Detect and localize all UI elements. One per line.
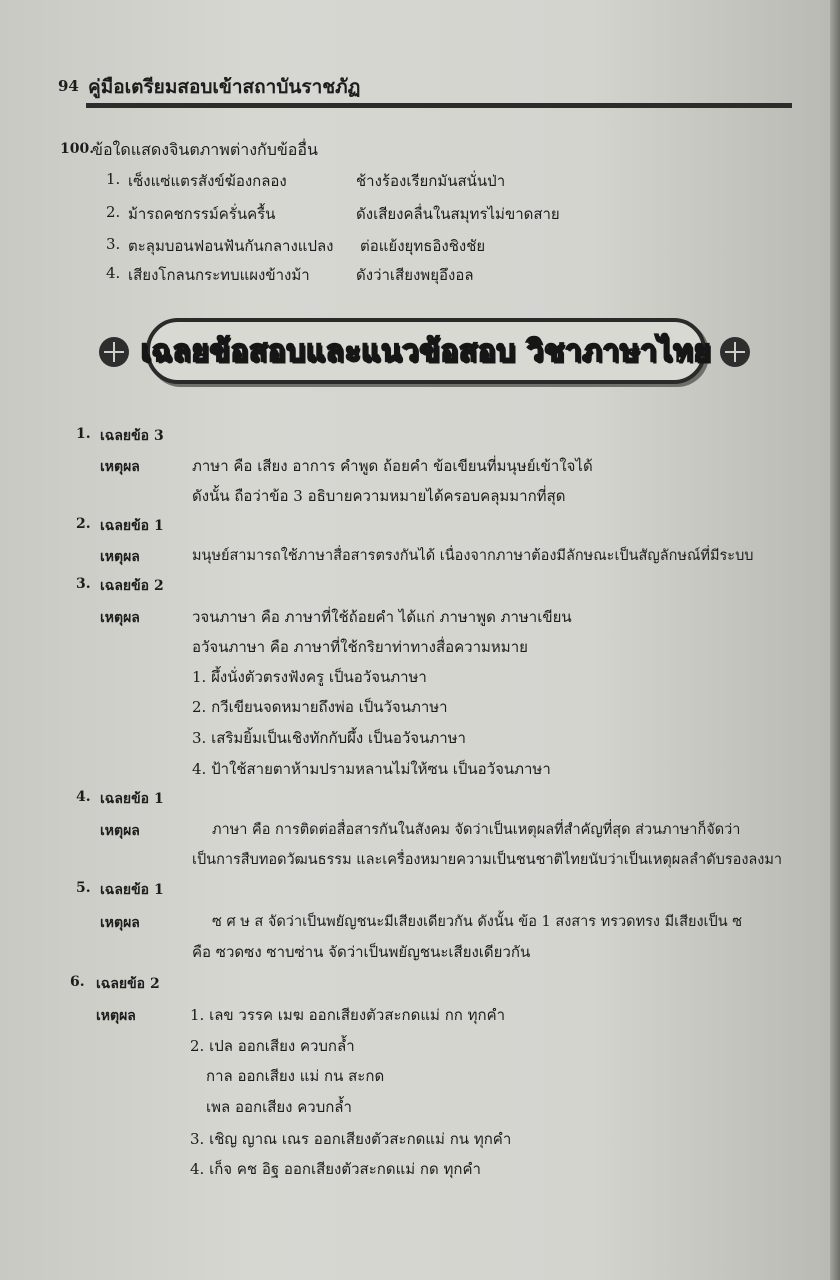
option-label: 3. [106,235,121,253]
answer-number: 4. [76,789,91,805]
answer-number: 5. [76,880,91,896]
answer-number: 6. [70,974,85,990]
header-rule [86,103,792,108]
answer-line: 2. เปล ออกเสียง ควบกล้ำ [190,1037,355,1055]
answer-number: 2. [76,516,91,532]
answer-heading: เฉลยข้อ 1 [100,791,164,807]
banner-title: เฉลยข้อสอบและแนวข้อสอบ วิชาภาษาไทย [140,333,712,369]
question-text: ข้อใดแสดงจินตภาพต่างกับข้ออื่น [92,140,318,159]
page-number: 94 [58,77,79,95]
answer-heading: เฉลยข้อ 1 [100,518,164,534]
answer-number: 3. [76,576,91,592]
answer-line: ภาษา คือ การติดต่อสื่อสารกันในสังคม จัดว่าเป็นเหตุผลที่สำคัญที่สุด ส่วนภาษาก็จัดว่า [212,822,741,838]
answer-heading: เฉลยข้อ 1 [100,882,164,898]
option-left-text: เซ็งแซ่แตรสังข์ฆ้องกลอง [128,172,287,190]
answer-line: เป็นการสืบทอดวัฒนธรรม และเครื่องหมายความเป็นชนชาติไทยนับว่าเป็นเหตุผลลำดับรองลงมา [192,852,783,868]
option-left-text: ม้ารถคชกรรม์ครั่นครื้น [128,205,276,223]
option-left-text: ตะลุมบอนฟอนฟันกันกลางแปลง [128,237,334,255]
answer-heading: เฉลยข้อ 2 [96,976,160,992]
reason-label: เหตุผล [100,459,140,475]
answer-line: ภาษา คือ เสียง อาการ คำพูด ถ้อยคำ ข้อเขียนที่มนุษย์เข้าใจได้ [192,457,593,475]
answer-line: 3. เสริมยิ้มเป็นเชิงทักกับผึ้ง เป็นอวัจนภาษา [192,729,466,747]
option-right-text: ช้างร้องเรียกมันสนั่นป่า [356,172,506,190]
question-number: 100. [60,141,95,157]
answer-line: 1. ผึ้งนั่งตัวตรงฟังครู เป็นอวัจนภาษา [192,668,427,686]
answer-section-banner [140,318,712,384]
reason-label: เหตุผล [100,549,140,565]
reason-label: เหตุผล [100,610,140,626]
answer-number: 1. [76,426,91,442]
option-right-text: ดังเสียงคลื่นในสมุทรไม่ขาดสาย [356,205,560,223]
answer-line: 4. เก็จ คช อิฐ ออกเสียงตัวสะกดแม่ กด ทุกคำ [190,1160,481,1178]
reason-label: เหตุผล [100,915,140,931]
crosshair-ornament-icon [99,337,129,367]
answer-line: 1. เลข วรรค เมฆ ออกเสียงตัวสะกดแม่ กก ทุกคำ [190,1006,506,1024]
answer-heading: เฉลยข้อ 3 [100,428,164,444]
option-left-text: เสียงโกลนกระทบแผงข้างม้า [128,266,310,284]
crosshair-ornament-icon [720,337,750,367]
option-right-text: ดังว่าเสียงพยุอึงอล [356,266,474,284]
answer-line: มนุษย์สามารถใช้ภาษาสื่อสารตรงกันได้ เนื่องจากภาษาต้องมีลักษณะเป็นสัญลักษณ์ที่มีระบบ [192,548,754,564]
answer-line: กาล ออกเสียง แม่ กน สะกด [206,1067,385,1085]
page-edge-shadow [830,0,840,1280]
option-right-text: ต่อแย้งยุทธอิงชิงชัย [360,237,486,255]
option-label: 2. [106,203,121,221]
answer-line: ดังนั้น ถือว่าข้อ 3 อธิบายความหมายได้ครอบคลุมมากที่สุด [192,487,566,505]
answer-line: คือ ซวดซง ซาบซ่าน จัดว่าเป็นพยัญชนะเสียงเดียวกัน [192,943,531,961]
answer-line: เพล ออกเสียง ควบกล้ำ [206,1098,352,1116]
book-title: คู่มือเตรียมสอบเข้าสถาบันราชภัฏ [88,76,361,98]
option-label: 1. [106,170,121,188]
answer-line: วจนภาษา คือ ภาษาที่ใช้ถ้อยคำ ได้แก่ ภาษาพูด ภาษาเขียน [192,608,572,626]
answer-line: 4. ป้าใช้สายตาห้ามปรามหลานไม่ให้ซน เป็นอวัจนภาษา [192,760,551,778]
answer-line: 2. กวีเขียนจดหมายถึงพ่อ เป็นวัจนภาษา [192,698,448,716]
answer-line: อวัจนภาษา คือ ภาษาที่ใช้กริยาท่าทางสื่อความหมาย [192,638,528,656]
reason-label: เหตุผล [100,823,140,839]
answer-heading: เฉลยข้อ 2 [100,578,164,594]
option-label: 4. [106,264,121,282]
answer-line: ซ ศ ษ ส จัดว่าเป็นพยัญชนะมีเสียงเดียวกัน ดังนั้น ข้อ 1 สงสาร ทรวดทรง มีเสียงเป็น ซ [212,914,743,930]
answer-line: 3. เชิญ ญาณ เณร ออกเสียงตัวสะกดแม่ กน ทุกคำ [190,1130,512,1148]
reason-label: เหตุผล [96,1008,136,1024]
